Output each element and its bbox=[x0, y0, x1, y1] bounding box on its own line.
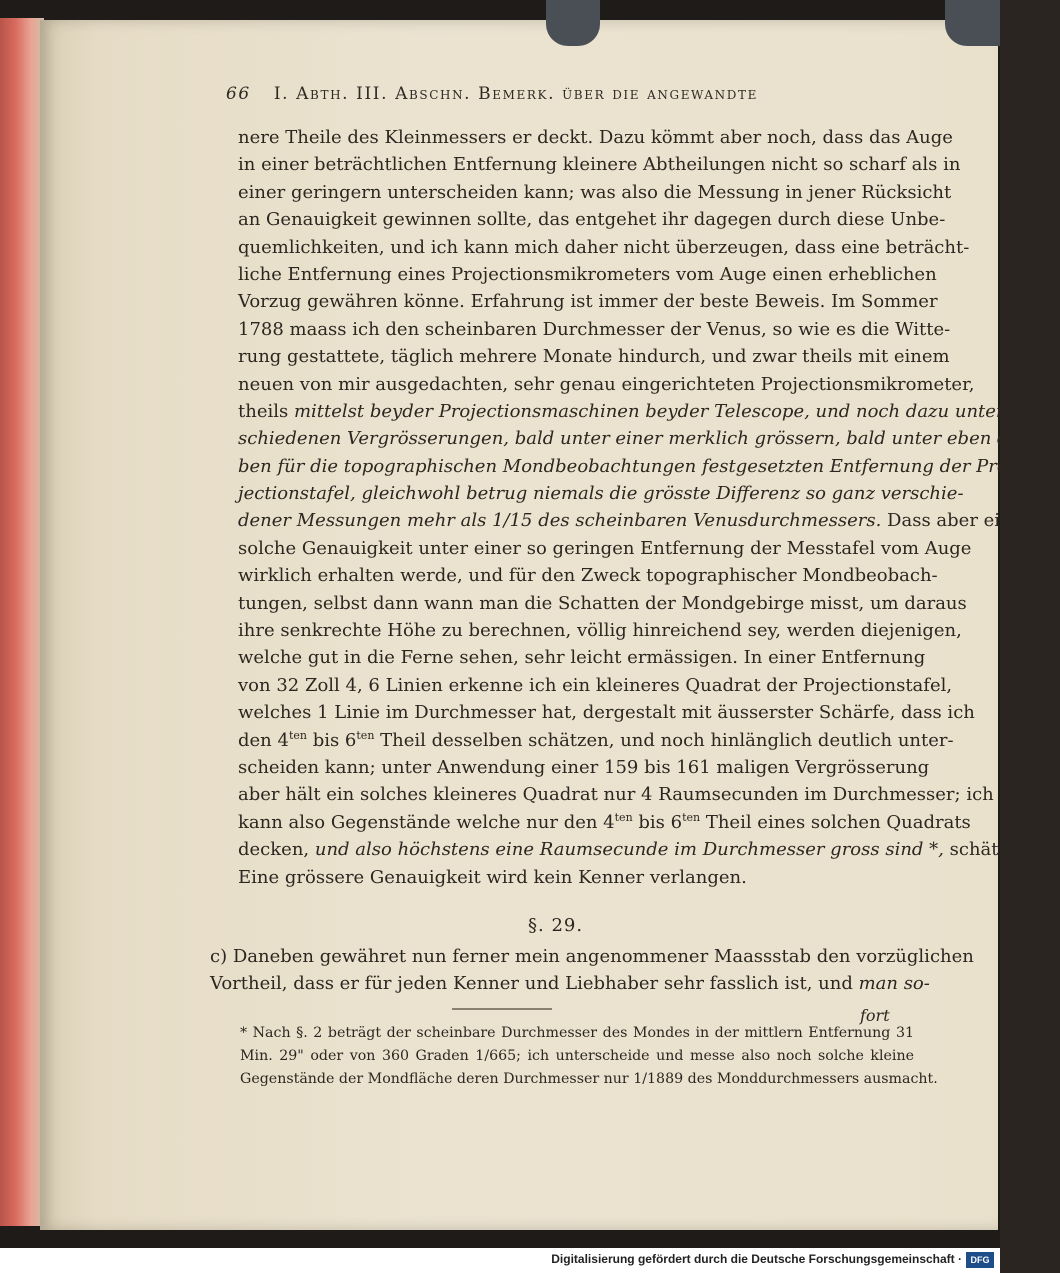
text-line bbox=[238, 727, 954, 754]
superscript: ten bbox=[682, 810, 701, 824]
text-line: von 32 Zoll 4, 6 Linien erkenne ich ein kleineres Quadrat der Projectionstafel, bbox=[238, 674, 953, 696]
text-line: nere Theile des Kleinmessers er deckt. Dazu kömmt aber noch, dass das Auge bbox=[238, 127, 953, 148]
text-line: einer geringern unterscheiden kann; was also die Messung in jener Rücksicht bbox=[238, 181, 952, 203]
text-line: ihre senkrechte Höhe zu berechnen, völlig hinreichend sey, werden diejenigen, bbox=[238, 620, 962, 642]
main-paragraph bbox=[238, 124, 1060, 891]
text-span: theils bbox=[238, 400, 289, 422]
running-head-title: I. Abth. III. Abschn. Bemerk. über die angewandte bbox=[273, 84, 758, 104]
dfg-logo-icon: DFG bbox=[966, 1252, 994, 1268]
text-line: in einer beträchtlichen Entfernung kleinere Abtheilungen nicht so scharf als in bbox=[238, 154, 961, 176]
text-line: Eine grössere Genauigkeit wird kein Kenner verlangen. bbox=[238, 866, 747, 888]
text-span: bis 6 bbox=[632, 811, 683, 833]
text-line: ben für die topographischen Mondbeobachtungen festgesetzten Entfernung der Pro- bbox=[238, 455, 1014, 477]
italic-span: man so- bbox=[858, 973, 930, 995]
footnote-rule bbox=[452, 1008, 552, 1010]
page-clip-right bbox=[945, 0, 1000, 46]
italic-span: dener Messungen mehr als 1/15 des scheinbaren Venusdurchmessers. bbox=[238, 510, 882, 532]
text-span: kann also Gegenstände welche nur den 4 bbox=[238, 811, 615, 833]
text-line: scheiden kann; unter Anwendung einer 159 bis 161 maligen Vergrösserung bbox=[238, 756, 930, 778]
footer-credit: Digitalisierung gefördert durch die Deutsche Forschungsgemeinschaft · bbox=[551, 1252, 962, 1266]
running-head bbox=[226, 84, 876, 104]
text-span: bis 6 bbox=[306, 729, 357, 751]
footnote bbox=[240, 1022, 938, 1091]
footnote-line: Gegenstände der Mondfläche deren Durchmesser nur 1/1889 des Monddurchmessers ausmacht. bbox=[240, 1071, 938, 1087]
text-line bbox=[238, 398, 1046, 425]
text-line: tungen, selbst dann wann man die Schatten der Mondgebirge misst, um daraus bbox=[238, 592, 967, 614]
text-line: welche gut in die Ferne sehen, sehr leicht ermässigen. In einer Entfernung bbox=[238, 647, 926, 669]
text-line: neuen von mir ausgedachten, sehr genau eingerichteten Projectionsmikrometer, bbox=[238, 373, 975, 395]
text-line: aber hält ein solches kleineres Quadrat nur 4 Raumsecunden im Durchmesser; ich bbox=[238, 784, 994, 806]
catchword: fort bbox=[860, 1006, 890, 1025]
text-line bbox=[238, 836, 1036, 863]
superscript: ten bbox=[288, 728, 307, 742]
page-number: 66 bbox=[226, 84, 251, 104]
paragraph-c bbox=[210, 943, 974, 998]
superscript: ten bbox=[356, 728, 375, 742]
footnote-line: Min. 29" oder von 360 Graden 1/665; ich unterscheide und messe also noch solche kleine bbox=[240, 1048, 914, 1064]
text-line: c) Daneben gewähret nun ferner mein angenommener Maassstab den vorzüglichen bbox=[210, 946, 974, 967]
text-line: welches 1 Linie im Durchmesser hat, dergestalt mit äusserster Schärfe, dass ich bbox=[238, 702, 975, 724]
text-line: schiedenen Vergrösserungen, bald unter einer merklich grössern, bald unter eben dersel- bbox=[238, 428, 1060, 450]
text-span: Theil desselben schätzen, und noch hinlänglich deutlich unter- bbox=[374, 729, 954, 751]
book-edge-red bbox=[0, 18, 44, 1226]
section-heading: §. 29. bbox=[528, 915, 584, 936]
text-line bbox=[238, 809, 971, 836]
superscript: ten bbox=[614, 810, 633, 824]
text-line bbox=[238, 507, 1023, 534]
text-line: Vorzug gewähren könne. Erfahrung ist immer der beste Beweis. Im Sommer bbox=[238, 291, 938, 313]
italic-span: mittelst beyder Projectionsmaschinen beyder Telescope, und noch dazu unter ver- bbox=[293, 400, 1046, 422]
text-line: solche Genauigkeit unter einer so geringen Entfernung der Messtafel vom Auge bbox=[238, 537, 972, 559]
text-line: wirklich erhalten werde, und für den Zweck topographischer Mondbeobach- bbox=[238, 565, 938, 587]
text-span: decken, bbox=[238, 839, 310, 861]
text-span: den 4 bbox=[238, 729, 289, 751]
footer-bar bbox=[0, 1248, 1000, 1273]
text-line: an Genauigkeit gewinnen sollte, das entgehet ihr dagegen durch diese Unbe- bbox=[238, 209, 946, 231]
text-span: Vortheil, dass er für jeden Kenner und Liebhaber sehr fasslich ist, und bbox=[210, 973, 853, 995]
text-line: jectionstafel, gleichwohl betrug niemals die grösste Differenz so ganz verschie- bbox=[238, 483, 964, 505]
italic-span: und also höchstens eine Raumsecunde im Durchmesser gross sind *, bbox=[314, 839, 944, 861]
text-line bbox=[210, 970, 930, 997]
footnote-line: * Nach §. 2 beträgt der scheinbare Durchmesser des Mondes in der mittlern Entfernung 31 bbox=[240, 1025, 914, 1041]
page-clip-left bbox=[546, 0, 600, 46]
text-line: 1788 maass ich den scheinbaren Durchmesser der Venus, so wie es die Witte- bbox=[238, 318, 951, 340]
text-span: Theil eines solchen Quadrats bbox=[700, 811, 971, 833]
text-span: schätzen. bbox=[949, 839, 1036, 861]
text-line: quemlichkeiten, und ich kann mich daher nicht überzeugen, dass eine beträcht- bbox=[238, 236, 970, 258]
text-span: Dass aber eine bbox=[887, 510, 1023, 532]
text-line: rung gestattete, täglich mehrere Monate hindurch, und zwar theils mit einem bbox=[238, 346, 950, 368]
text-line: liche Entfernung eines Projectionsmikrometers vom Auge einen erheblichen bbox=[238, 263, 937, 285]
